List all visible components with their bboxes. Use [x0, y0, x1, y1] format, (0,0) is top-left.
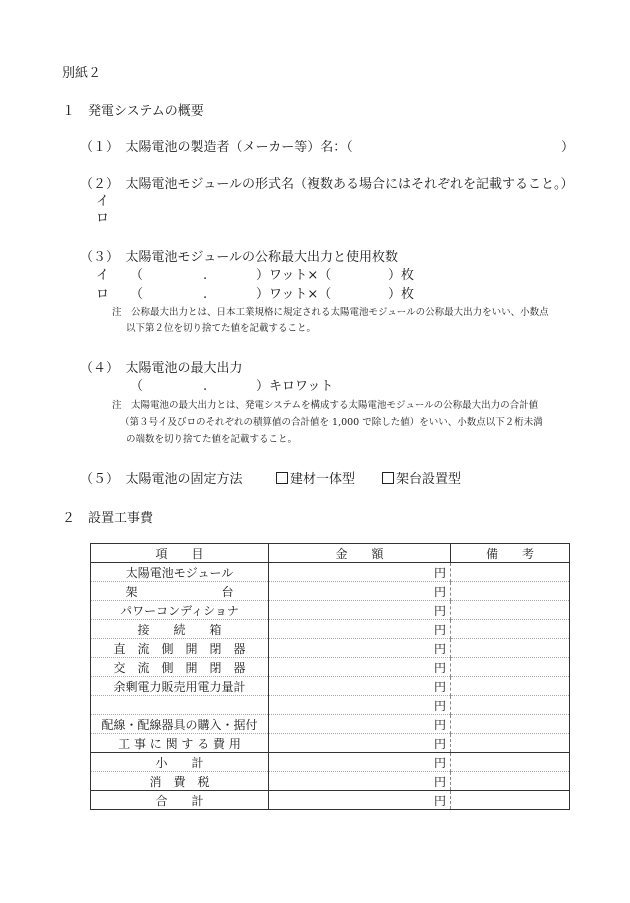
- q4-unit: ）キロワット: [256, 379, 334, 394]
- q3-i-open: （: [130, 268, 144, 283]
- row-amount[interactable]: 円: [269, 582, 451, 601]
- q2-item-i: イ: [96, 194, 110, 209]
- q3-i-dot: .: [203, 268, 208, 283]
- q3-i-mark: イ: [96, 268, 110, 283]
- row-item: 架 台: [91, 582, 269, 601]
- table-row: [91, 734, 570, 753]
- row-amount[interactable]: 円: [269, 753, 451, 772]
- row-note[interactable]: [451, 639, 570, 658]
- table-row: [91, 620, 570, 639]
- row-amount[interactable]: 円: [269, 563, 451, 582]
- q3-i-watt: ）ワット×（: [256, 268, 332, 283]
- row-item: パワーコンディショナ: [91, 601, 269, 620]
- row-item: 交 流 側 開 閉 器: [91, 658, 269, 677]
- section2-heading: ２ 設置工事費: [62, 511, 154, 526]
- q4-label: （４） 太陽電池の最大出力: [80, 361, 243, 376]
- row-note[interactable]: [451, 696, 570, 715]
- header-item: 項 目: [91, 544, 269, 563]
- row-item: 太陽電池モジュール: [91, 563, 269, 582]
- row-amount[interactable]: 円: [269, 601, 451, 620]
- row-note[interactable]: [451, 772, 570, 791]
- table-row: [91, 582, 570, 601]
- row-amount[interactable]: 円: [269, 734, 451, 753]
- row-note[interactable]: [451, 791, 570, 810]
- row-note[interactable]: [451, 715, 570, 734]
- row-item: 工 事 に 関 す る 費 用: [91, 734, 269, 753]
- q3-note-line2: 以下第２位を切り捨てた値を記載すること。: [126, 323, 317, 334]
- q1-label: （１） 太陽電池の製造者（メーカー等）名：（: [80, 140, 353, 155]
- checkbox-icon[interactable]: [276, 472, 288, 484]
- header-amount: 金 額: [269, 544, 451, 563]
- table-row: [91, 639, 570, 658]
- q3-ro-sheets: ）枚: [388, 287, 415, 302]
- row-item: 直 流 側 開 閉 器: [91, 639, 269, 658]
- table-row: [91, 753, 570, 772]
- q3-note-line1: 注 公称最大出力とは、日本工業規格に規定される太陽電池モジュールの公称最大出力をいい、小数点: [112, 307, 549, 318]
- q5-option-integrated-label: 建材一体型: [290, 472, 356, 487]
- q5-option-integrated[interactable]: [276, 472, 355, 488]
- table-row: [91, 772, 570, 791]
- q1-close: ）: [561, 140, 575, 155]
- q3-ro-dot: .: [203, 287, 208, 302]
- row-note[interactable]: [451, 582, 570, 601]
- row-note[interactable]: [451, 563, 570, 582]
- cost-table: [90, 543, 570, 810]
- row-note[interactable]: [451, 734, 570, 753]
- row-note[interactable]: [451, 620, 570, 639]
- header-note: 備 考: [451, 544, 570, 563]
- row-amount[interactable]: 円: [269, 772, 451, 791]
- row-item: 余剰電力販売用電力量計: [91, 677, 269, 696]
- q4-note-line3: の端数を切り捨てた値を記載すること。: [126, 434, 298, 445]
- row-amount[interactable]: 円: [269, 639, 451, 658]
- table-row: [91, 677, 570, 696]
- row-amount[interactable]: 円: [269, 715, 451, 734]
- row-amount[interactable]: 円: [269, 620, 451, 639]
- q4-note-line1: 注 太陽電池の最大出力とは、発電システムを構成する太陽電池モジュールの公称最大出力の合計値: [112, 400, 539, 411]
- row-note[interactable]: [451, 677, 570, 696]
- q3-ro-watt: ）ワット×（: [256, 287, 332, 302]
- section1-heading: １ 発電システムの概要: [62, 104, 204, 119]
- row-item: 合 計: [91, 791, 269, 810]
- table-row: [91, 715, 570, 734]
- checkbox-icon[interactable]: [382, 472, 394, 484]
- q3-i-sheets: ）枚: [388, 268, 415, 283]
- row-item: 配線・配線器具の購入・据付: [91, 715, 269, 734]
- attachment-label: 別紙２: [62, 66, 102, 81]
- q2-label: （２） 太陽電池モジュールの形式名（複数ある場合にはそれぞれを記載すること。）: [80, 177, 574, 192]
- row-amount[interactable]: 円: [269, 658, 451, 677]
- row-amount[interactable]: 円: [269, 791, 451, 810]
- q5-option-rack[interactable]: [382, 472, 461, 488]
- table-row: [91, 601, 570, 620]
- q5-option-rack-label: 架台設置型: [396, 472, 462, 487]
- q3-ro-open: （: [130, 287, 144, 302]
- row-amount[interactable]: 円: [269, 677, 451, 696]
- table-row: [91, 563, 570, 582]
- q4-open: （: [130, 379, 144, 394]
- row-note[interactable]: [451, 601, 570, 620]
- q3-label: （３） 太陽電池モジュールの公称最大出力と使用枚数: [80, 250, 398, 265]
- q4-dot: .: [203, 379, 208, 394]
- row-item: 消 費 税: [91, 772, 269, 791]
- row-item: [91, 696, 269, 715]
- row-note[interactable]: [451, 658, 570, 677]
- q3-ro-mark: ロ: [96, 287, 110, 302]
- table-row: [91, 658, 570, 677]
- row-amount[interactable]: 円: [269, 696, 451, 715]
- row-item: 小 計: [91, 753, 269, 772]
- table-row: [91, 696, 570, 715]
- q5-label: （５） 太陽電池の固定方法: [80, 472, 243, 487]
- table-row: [91, 791, 570, 810]
- q2-item-ro: ロ: [96, 211, 110, 226]
- q4-note-line2: （第３号イ及びロのそれぞれの積算値の合計値を 1,000 で除した値）をいい、小数点以下２桁未満: [120, 417, 543, 428]
- row-item: 接 続 箱: [91, 620, 269, 639]
- row-note[interactable]: [451, 753, 570, 772]
